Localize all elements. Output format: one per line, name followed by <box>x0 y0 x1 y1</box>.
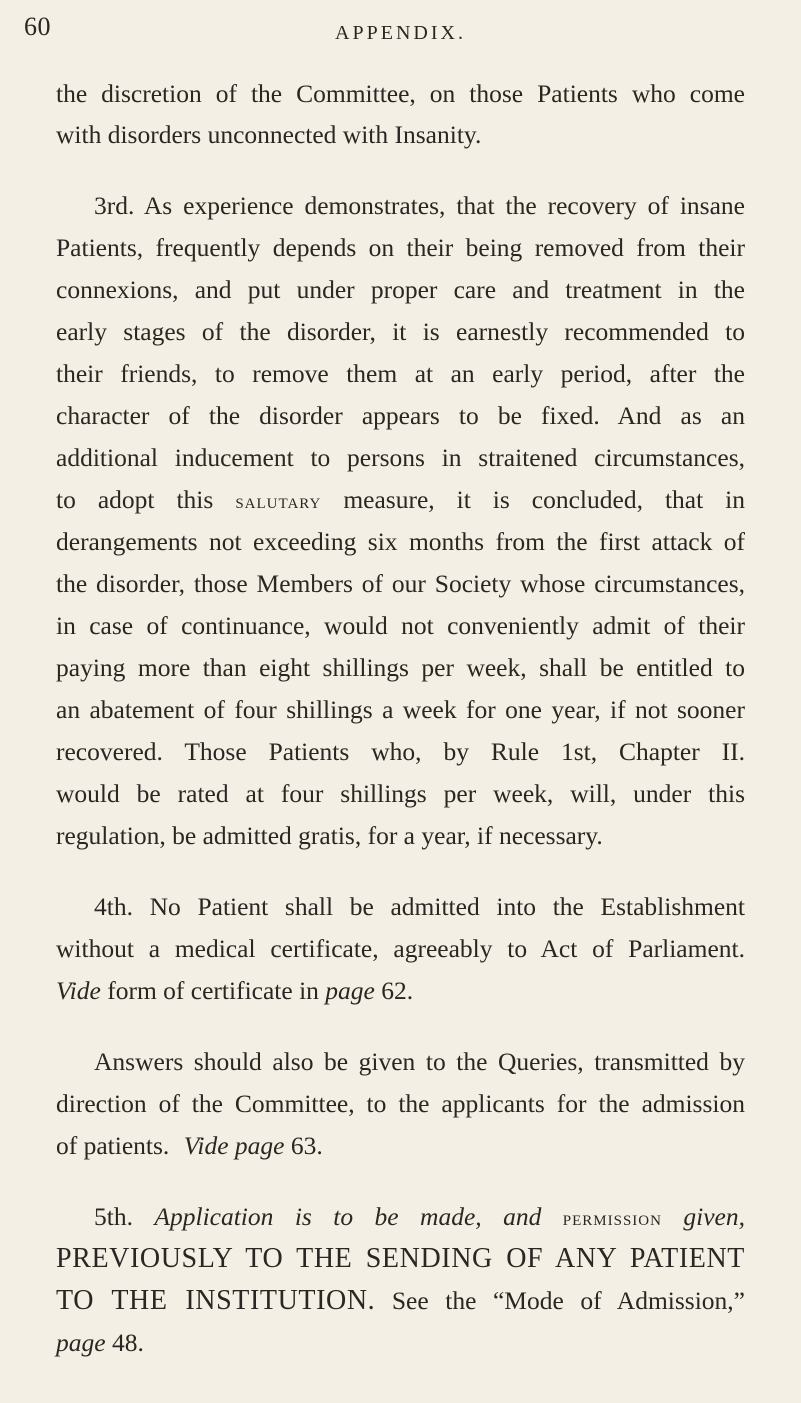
text-line: in case of continuance, would not conveniently admit of their <box>56 611 745 640</box>
text-line <box>56 1130 323 1162</box>
text-line: regulation, be admitted gratis, for a year, if necessary. <box>56 821 603 850</box>
text-line: PREVIOUSLY TO THE SENDING OF ANY PATIENT <box>56 1243 745 1274</box>
text-span: 48. <box>111 1328 144 1357</box>
text-line: an abatement of four shillings a week for one year, if not sooner <box>56 695 745 724</box>
text-line: early stages of the disorder, it is earnestly recommended to <box>56 317 745 346</box>
text-line: additional inducement to persons in straitened circumstances, <box>56 443 745 472</box>
italic-word: given, <box>683 1202 746 1231</box>
italic-word: Vide <box>56 976 101 1005</box>
text-span: measure, it is concluded, that in <box>343 485 746 514</box>
italic-word: page <box>56 1328 106 1357</box>
text-line: the disorder, those Members of our Society whose circumstances, <box>56 569 745 598</box>
text-line: with disorders unconnected with Insanity. <box>56 120 482 149</box>
text-span: 63. <box>290 1131 323 1160</box>
text-line <box>56 484 745 517</box>
text-line <box>56 1327 144 1359</box>
small-caps-word: salutary <box>235 489 322 513</box>
text-line: character of the disorder appears to be fixed. And as an <box>56 401 745 430</box>
text-line: 4th. No Patient shall be admitted into the Establishment <box>94 892 745 921</box>
italic-word: and <box>503 1202 542 1231</box>
text-span: 62. <box>381 976 414 1005</box>
text-line: their friends, to remove them at an early period, after the <box>56 359 745 388</box>
text-span: See the “Mode of Admission,” <box>391 1286 745 1315</box>
text-line: without a medical certificate, agreeably to Act of Parliament. <box>56 934 745 963</box>
italic-word: page <box>325 976 375 1005</box>
text-span: to adopt this <box>56 485 214 514</box>
text-line <box>94 1201 745 1234</box>
text-line: paying more than eight shillings per week, shall be entitled to <box>56 653 745 682</box>
text-line: connexions, and put under proper care and treatment in the <box>56 275 745 304</box>
text-line: recovered. Those Patients who, by Rule 1st, Chapter II. <box>56 737 745 766</box>
page-number: 60 <box>24 12 51 41</box>
text-line: direction of the Committee, to the applicants for the admission <box>56 1089 745 1118</box>
text-line <box>56 1285 745 1317</box>
text-line: Answers should also be given to the Queries, transmitted by <box>94 1047 745 1076</box>
text-line <box>56 975 413 1007</box>
text-span: form of certificate in <box>107 976 319 1005</box>
text-span: 5th. <box>94 1202 133 1231</box>
small-caps-word: permission <box>562 1206 662 1230</box>
caps-phrase: TO THE INSTITUTION. <box>56 1285 376 1316</box>
italic-phrase: Application is to be made, <box>154 1202 482 1231</box>
text-span: of patients. <box>56 1131 170 1160</box>
running-head: APPENDIX. <box>335 22 466 44</box>
text-line: derangements not exceeding six months from the first attack of <box>56 527 745 556</box>
italic-word: Vide page <box>183 1131 285 1160</box>
text-line: the discretion of the Committee, on those Patients who come <box>56 79 745 108</box>
text-line: Patients, frequently depends on their being removed from their <box>56 233 745 262</box>
text-line: 3rd. As experience demonstrates, that the recovery of insane <box>94 191 745 220</box>
text-line: would be rated at four shillings per week, will, under this <box>56 779 745 808</box>
